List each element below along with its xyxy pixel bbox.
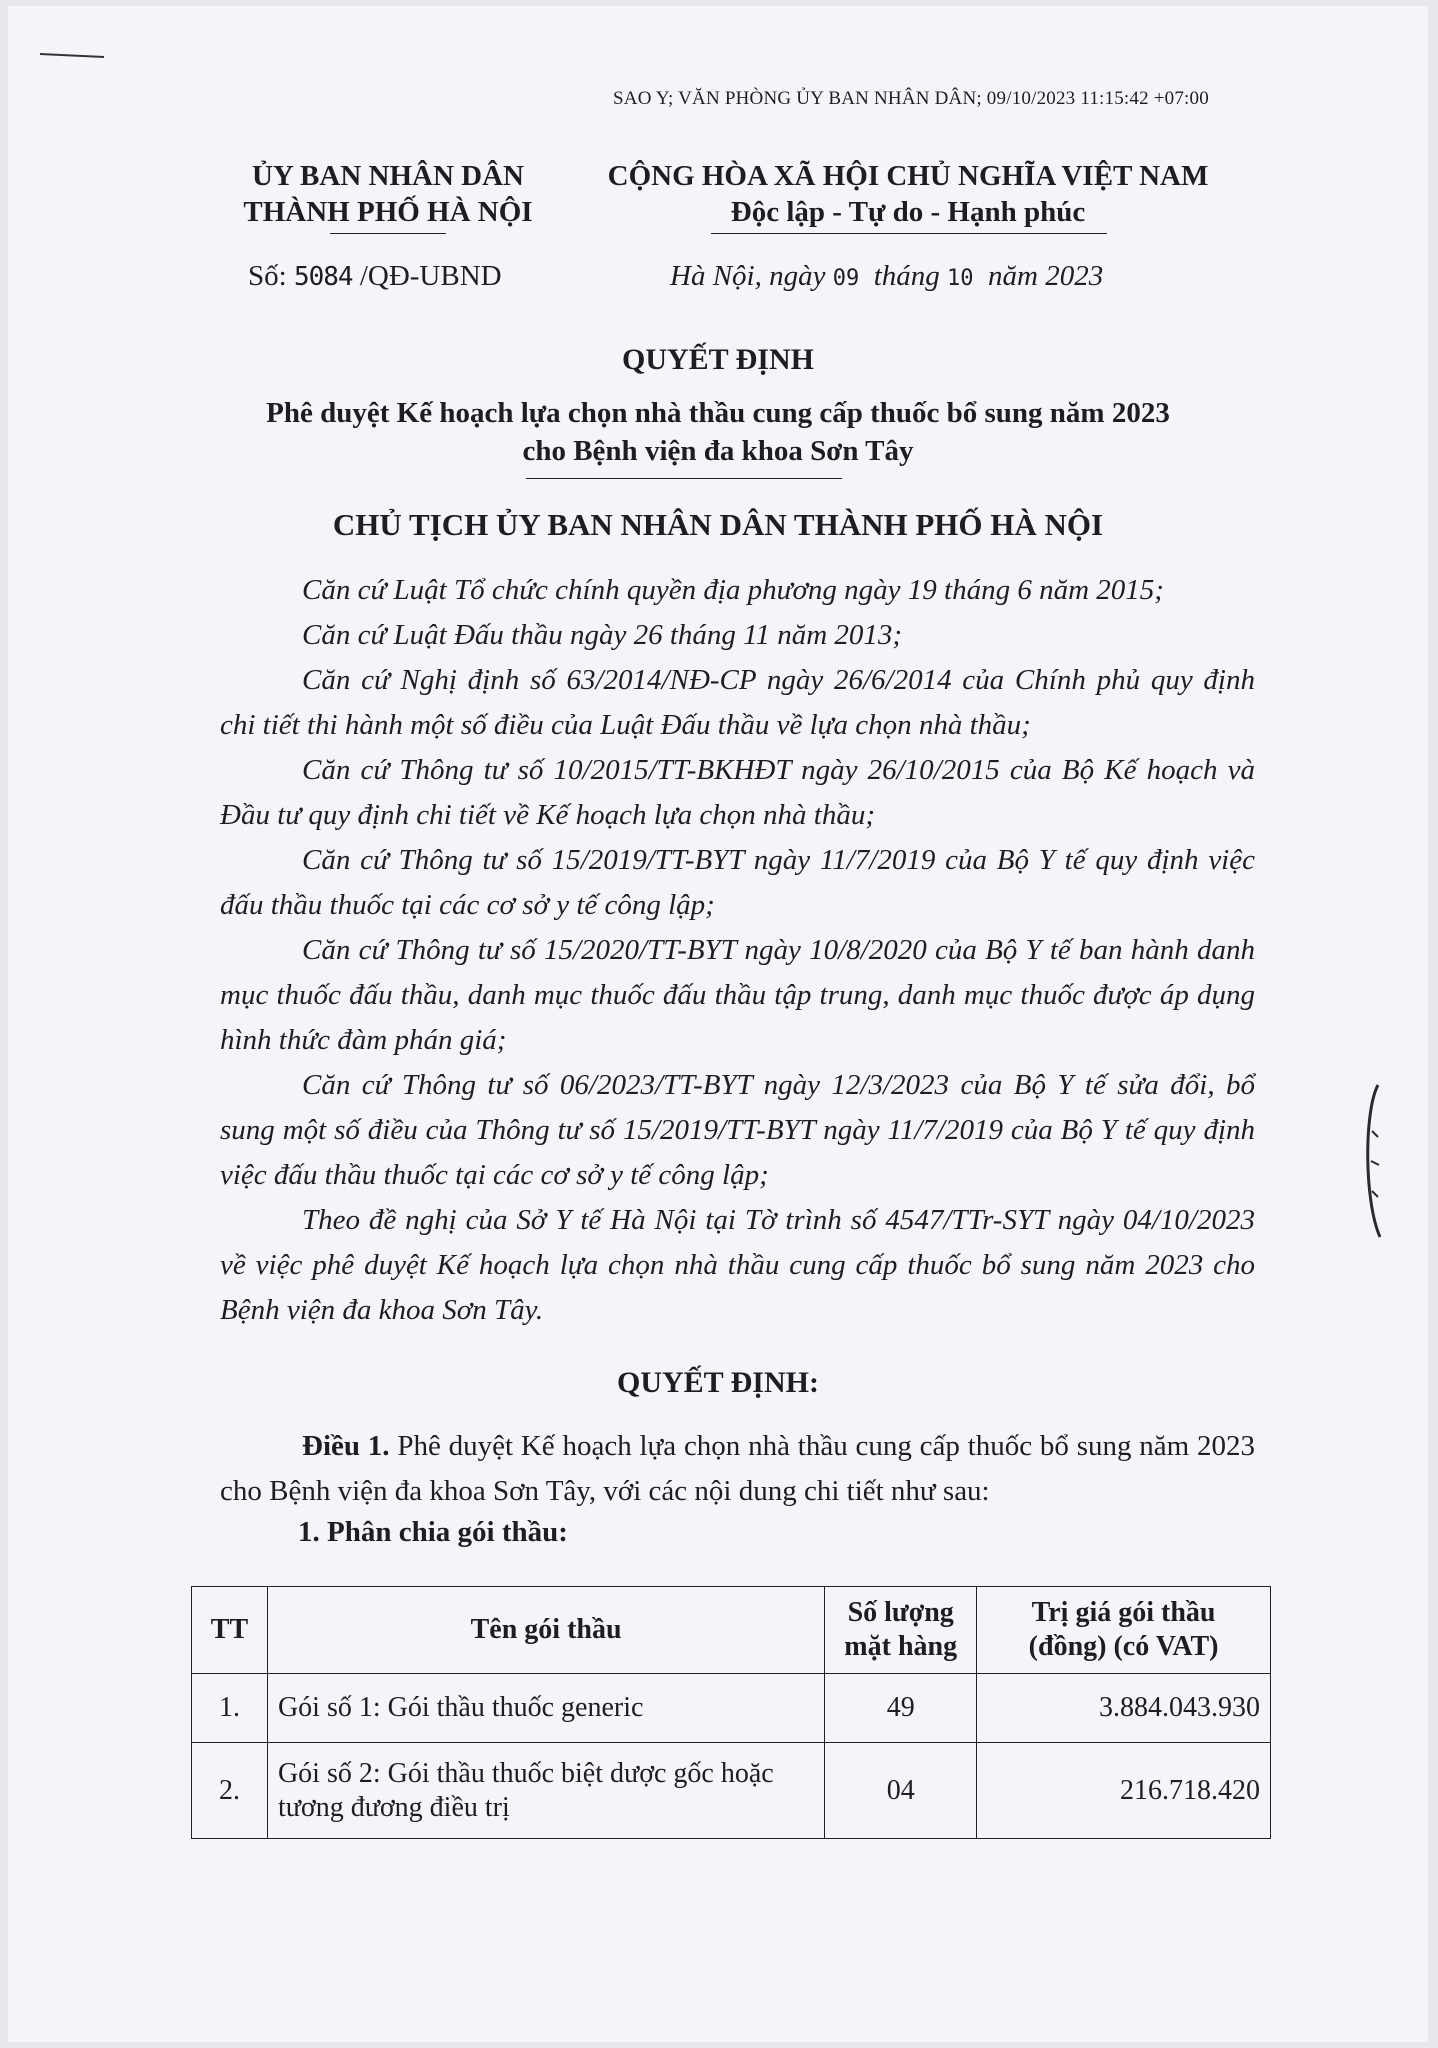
row-value: 3.884.043.930: [977, 1674, 1271, 1743]
article-1: [220, 1424, 1255, 1514]
ground-4: Căn cứ Thông tư số 10/2015/TT-BKHĐT ngày 26/10/2015 của Bộ Kế hoạch và Đầu tư quy định chi tiết về Kế hoạch lựa chọn nhà thầu;: [220, 754, 1255, 831]
date-month: 10: [947, 266, 974, 291]
org-underline: [330, 233, 446, 234]
ground-7: Căn cứ Thông tư số 06/2023/TT-BYT ngày 12/3/2023 của Bộ Y tế sửa đổi, bổ sung một số điều của Thông tư số 15/2019/TT-BYT ngày 11/7/2019 của Bộ Y tế quy định việc đấu thầu thuốc tại các cơ sở y tế công lập;: [220, 1069, 1255, 1191]
row-qty: 49: [825, 1674, 977, 1743]
row-value: 216.718.420: [977, 1743, 1271, 1839]
document-subtitle: [158, 394, 1278, 470]
document-date: [670, 260, 1103, 293]
table-row: [192, 1743, 1271, 1839]
date-prefix: Hà Nội, ngày: [670, 260, 826, 292]
row-name: Gói số 2: Gói thầu thuốc biệt dược gốc hoặc tương đương điều trị: [267, 1743, 824, 1839]
pen-mark-icon: [38, 50, 108, 60]
row-name: Gói số 1: Gói thầu thuốc generic: [267, 1674, 824, 1743]
col-qty-line-1: Số lượng: [847, 1597, 954, 1628]
ground-5: Căn cứ Thông tư số 15/2019/TT-BYT ngày 11/7/2019 của Bộ Y tế quy định việc đấu thầu thuốc tại các cơ sở y tế công lập;: [220, 844, 1255, 921]
subtitle-line-1: Phê duyệt Kế hoạch lựa chọn nhà thầu cung cấp thuốc bổ sung năm 2023: [266, 397, 1170, 429]
org-line-2: THÀNH PHỐ HÀ NỘI: [243, 196, 533, 228]
date-month-label: tháng: [873, 260, 940, 292]
document-page: [8, 6, 1428, 2042]
row-qty: 04: [825, 1743, 977, 1839]
article-1-label: Điều 1.: [302, 1430, 390, 1462]
ground-3: Căn cứ Nghị định số 63/2014/NĐ-CP ngày 26/6/2014 của Chính phủ quy định chi tiết thi hành một số điều của Luật Đấu thầu về lựa chọn nhà thầu;: [220, 664, 1255, 741]
nation-line-2: Độc lập - Tự do - Hạnh phúc: [730, 196, 1086, 228]
ground-1: Căn cứ Luật Tổ chức chính quyền địa phương ngày 19 tháng 6 năm 2015;: [302, 574, 1164, 606]
col-qty-line-2: mặt hàng: [844, 1631, 958, 1662]
margin-stamp-icon: [1358, 1081, 1386, 1241]
copy-stamp: SAO Y; VĂN PHÒNG ỦY BAN NHÂN DÂN; 09/10/2023 11:15:42 +07:00: [613, 88, 1209, 109]
doc-no-suffix: /QĐ-UBND: [359, 260, 502, 292]
issuing-org: [213, 158, 563, 230]
table-row: [192, 1674, 1271, 1743]
doc-no-value: 5084: [293, 262, 353, 292]
national-title: [578, 158, 1238, 230]
legal-grounds: [220, 568, 1255, 1333]
row-tt: 2.: [192, 1743, 268, 1839]
table-header-row: [192, 1587, 1271, 1674]
document-title: QUYẾT ĐỊNH: [622, 343, 814, 376]
col-value: [977, 1587, 1271, 1674]
doc-no-prefix: Số:: [248, 260, 287, 292]
package-table: [191, 1586, 1271, 1839]
col-name: Tên gói thầu: [267, 1587, 824, 1674]
date-year: năm 2023: [988, 260, 1104, 292]
section-1-heading: 1. Phân chia gói thầu:: [298, 1516, 568, 1548]
ground-6: Căn cứ Thông tư số 15/2020/TT-BYT ngày 10/8/2020 của Bộ Y tế ban hành danh mục thuốc đấu thầu, danh mục thuốc đấu thầu tập trung, danh mục thuốc được áp dụng hình thức đàm phán giá;: [220, 934, 1255, 1056]
row-tt: 1.: [192, 1674, 268, 1743]
subtitle-line-2: cho Bệnh viện đa khoa Sơn Tây: [522, 435, 914, 467]
nation-line-1: CỘNG HÒA XÃ HỘI CHỦ NGHĨA VIỆT NAM: [607, 160, 1209, 192]
col-tt: TT: [192, 1587, 268, 1674]
decision-heading: QUYẾT ĐỊNH:: [617, 1366, 819, 1399]
col-value-line-2: (đồng) (có VAT): [1028, 1631, 1219, 1662]
issuing-authority: CHỦ TỊCH ỦY BAN NHÂN DÂN THÀNH PHỐ HÀ NỘI: [332, 507, 1104, 542]
date-day: 09: [832, 266, 860, 291]
motto-underline: [711, 233, 1107, 234]
col-value-line-1: Trị giá gói thầu: [1031, 1597, 1216, 1628]
document-number: [248, 260, 502, 293]
col-qty: [825, 1587, 977, 1674]
ground-8: Theo đề nghị của Sở Y tế Hà Nội tại Tờ trình số 4547/TTr-SYT ngày 04/10/2023 về việc phê duyệt Kế hoạch lựa chọn nhà thầu cung cấp thuốc bổ sung năm 2023 cho Bệnh viện đa khoa Sơn Tây.: [220, 1204, 1255, 1326]
title-underline: [526, 478, 842, 479]
org-line-1: ỦY BAN NHÂN DÂN: [251, 160, 524, 192]
ground-2: Căn cứ Luật Đấu thầu ngày 26 tháng 11 năm 2013;: [302, 619, 903, 651]
article-1-text: Phê duyệt Kế hoạch lựa chọn nhà thầu cung cấp thuốc bổ sung năm 2023 cho Bệnh viện đa khoa Sơn Tây, với các nội dung chi tiết như sau:: [220, 1430, 1256, 1507]
